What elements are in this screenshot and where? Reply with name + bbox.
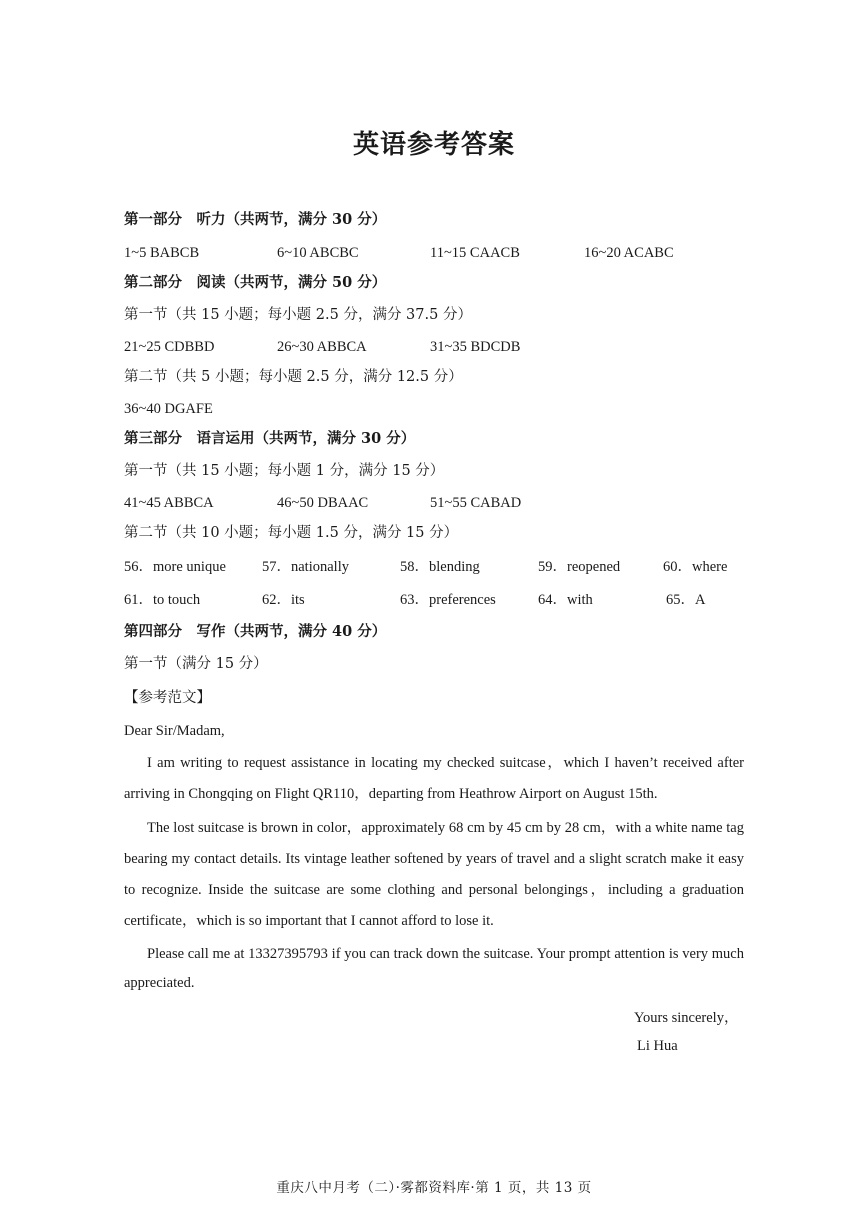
part4-section1-heading: 第一节（满分 15 分）	[124, 656, 268, 672]
fill-answer: 58．blending	[400, 559, 480, 575]
answer-group: 6~10 ABCBC	[277, 245, 359, 261]
answer-group: 16~20 ACABC	[584, 245, 674, 261]
answer-group: 31~35 BDCDB	[430, 339, 521, 355]
answer-group: 21~25 CDBBD	[124, 339, 215, 355]
answer-group: 41~45 ABBCA	[124, 495, 214, 511]
answer-group: 51~55 CABAD	[430, 495, 522, 511]
answer-group: 36~40 DGAFE	[124, 401, 213, 417]
letter-signature: Li Hua	[637, 1038, 678, 1054]
answer-group: 1~5 BABCB	[124, 245, 200, 261]
fill-answer: 62．its	[262, 592, 305, 608]
part2-section2-heading: 第二节（共 5 小题；每小题 2.5 分，满分 12.5 分）	[124, 369, 463, 385]
page-title: 英语参考答案	[352, 130, 515, 160]
part4-heading: 第四部分 写作（共两节，满分 40 分）	[124, 623, 387, 640]
part3-section2-heading: 第二节（共 10 小题；每小题 1.5 分，满分 15 分）	[124, 525, 459, 541]
fill-answer: 60．where	[663, 559, 728, 575]
part1-heading: 第一部分 听力（共两节，满分 30 分）	[124, 211, 387, 228]
answer-group: 11~15 CAACB	[430, 245, 520, 261]
part3-section1-heading: 第一节（共 15 小题；每小题 1 分，满分 15 分）	[124, 463, 445, 479]
sample-essay-label: 【参考范文】	[124, 690, 211, 706]
answer-group: 26~30 ABBCA	[277, 339, 367, 355]
part2-section1-heading: 第一节（共 15 小题；每小题 2.5 分，满分 37.5 分）	[124, 307, 472, 323]
fill-answer: 57．nationally	[262, 559, 349, 575]
fill-answer: 65．A	[666, 592, 706, 608]
fill-answer: 59．reopened	[538, 559, 621, 575]
part3-heading: 第三部分 语言运用（共两节，满分 30 分）	[124, 430, 416, 447]
page-footer: 重庆八中月考（二）·雾都资料库·第 1 页，共 13 页	[276, 1180, 592, 1196]
answer-group: 46~50 DBAAC	[277, 495, 369, 511]
letter-paragraph: Please call me at 13327395793 if you can track down the suitcase. Your prompt attention is very much appreciated.	[124, 946, 744, 991]
letter-closing: Yours sincerely，	[634, 1010, 739, 1026]
letter-paragraph: The lost suitcase is brown in color，approximately 68 cm by 45 cm by 28 cm，with a white name tag bearing my contact details. Its vintage leather softened by years of travel and a slight scratch make it easy to recognize. Inside the suitcase are some clothing and personal belongings，including a graduation certificate，which is so important that I cannot afford to lose it.	[124, 820, 744, 929]
part2-heading: 第二部分 阅读（共两节，满分 50 分）	[124, 274, 387, 291]
letter-greeting: Dear Sir/Madam,	[124, 723, 225, 739]
fill-answer: 64．with	[538, 592, 593, 608]
fill-answer: 56．more unique	[124, 559, 226, 575]
fill-answer: 61．to touch	[124, 592, 201, 608]
letter-paragraph: I am writing to request assistance in locating my checked suitcase，which I haven’t received after arriving in Chongqing on Flight QR110，departing from Heathrow Airport on August 15th.	[124, 755, 744, 802]
fill-answer: 63．preferences	[400, 592, 496, 608]
